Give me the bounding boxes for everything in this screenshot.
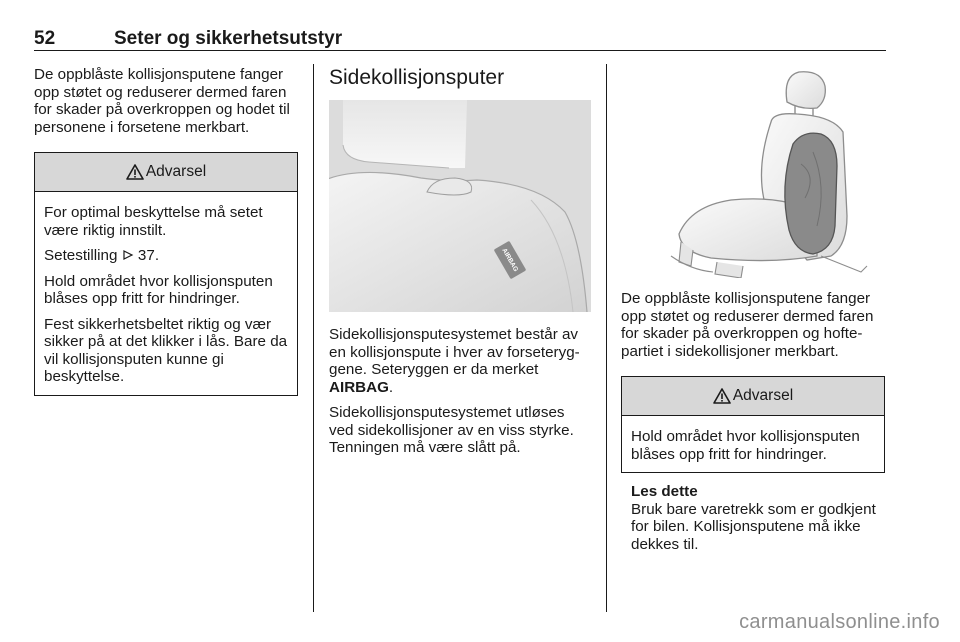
warning-text: For optimal beskyttelse må setet være riktig innstilt. xyxy=(44,204,263,239)
seatback-airbag-label-illustration xyxy=(329,100,591,312)
column-divider-left xyxy=(313,64,314,612)
note-title: Les dette xyxy=(631,483,698,500)
intro-paragraph: De oppblåste kollisjonsputene fanger opp støtet og reduserer dermed faren for skader på overkroppen og hodet til personene i forsetene merkbart. xyxy=(34,66,290,136)
warning-title: Advarsel xyxy=(732,387,794,405)
warning-text: Fest sikkerhetsbeltet riktig og vær sikker på at det klikker i lås. Bare da vil kollisjonsputen kunne gi beskyttelse. xyxy=(44,315,288,385)
chapter-title: Seter og sikkerhetsutstyr xyxy=(114,28,343,49)
warning-header xyxy=(622,377,884,416)
airbag-label-text: AIRBAG xyxy=(500,247,520,273)
warning-title: Advarsel xyxy=(145,163,207,181)
body-paragraph: Sidekollisjonsputesystemet utløses ved sidekollisjoner av en viss styrke. Tenningen må være slått på. xyxy=(329,404,574,456)
warning-box xyxy=(34,152,298,396)
warning-text: Hold området hvor kollisjonsputen blåses opp fritt for hindringer. xyxy=(44,272,273,307)
warning-body xyxy=(35,192,297,395)
reference-page-link[interactable]: 37. xyxy=(137,247,160,264)
warning-triangle-icon xyxy=(126,164,144,180)
page-number: 52 xyxy=(34,28,56,49)
note-text: Bruk bare varetrekk som er godkjent for bilen. Kollisjonsputene må ikke dekkes til. xyxy=(631,500,876,553)
note-box xyxy=(621,483,885,553)
body-paragraph xyxy=(329,326,591,396)
body-text: Sidekollisjonsputesystemet består av en kollisjonspute i hver av forseteryggene. Seteryggen er da merket xyxy=(329,326,580,378)
column-1 xyxy=(34,66,298,396)
warning-box xyxy=(621,376,885,473)
watermark: carmanualsonline.info xyxy=(739,611,940,633)
column-2 xyxy=(329,66,591,457)
column-divider-right xyxy=(606,64,607,612)
page-reference-arrow-icon xyxy=(122,249,134,261)
section-heading: Sidekollisjonsputer xyxy=(329,66,505,89)
warning-body xyxy=(622,416,884,472)
warning-header xyxy=(35,153,297,192)
seat-side-airbag-illustration xyxy=(621,66,885,278)
body-paragraph: De oppblåste kollisjonsputene fanger opp støtet og reduserer dermed faren for skader på overkroppen og hoftepartiet i sidekollisjoner merkbart. xyxy=(621,290,874,360)
body-text-end: . xyxy=(388,378,394,396)
page-header xyxy=(34,20,886,51)
warning-triangle-icon xyxy=(713,388,731,404)
airbag-marking-text: AIRBAG xyxy=(329,378,389,396)
warning-text: Hold området hvor kollisjonsputen blåses opp fritt for hindringer. xyxy=(631,428,860,463)
column-3 xyxy=(621,66,885,553)
reference-label: Setestilling xyxy=(44,247,118,264)
warning-text-reference xyxy=(44,247,289,265)
